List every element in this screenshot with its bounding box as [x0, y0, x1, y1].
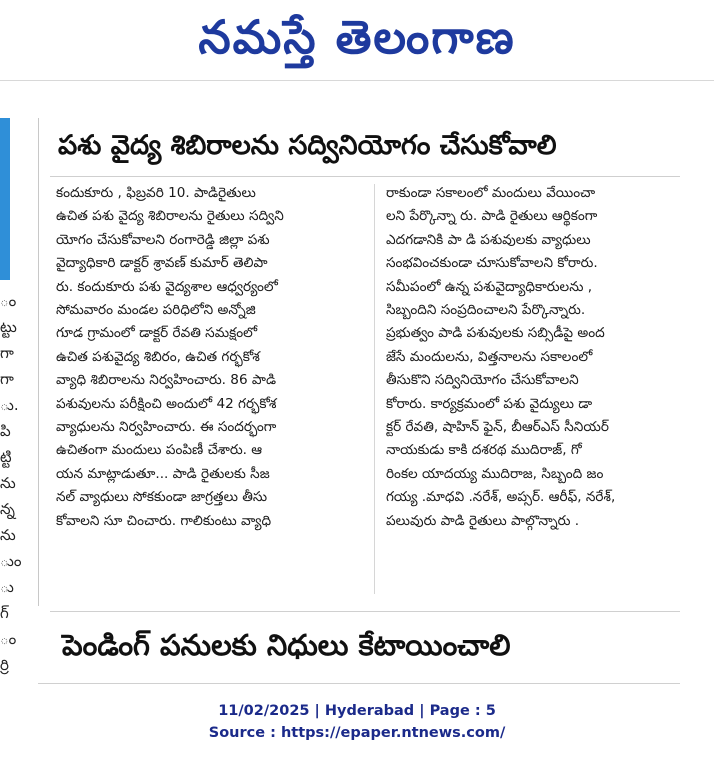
left-blue-strip [0, 118, 10, 280]
adjacent-article-fragment [0, 290, 22, 690]
column-1-line: వైద్యాధికారి డాక్టర్ శ్రావణ్ కుమార్ తెలిపా [56, 255, 268, 272]
column-2-line: గయ్య .మాధవి .నరేశ్, అప్సర్. ఆరీఫ్, నరేశ్, [386, 489, 616, 506]
column-2-line: జేసే మందులను, విత్తనాలను సకాలంలో [386, 348, 593, 365]
column-2-line: ప్రభుత్వం పాడి పశువులకు సబ్సిడీపై అంద [386, 325, 605, 342]
column-1-line: నల్ వ్యాధులు సోకకుండా జాగ్రత్తలు తీసు [56, 489, 268, 506]
column-1-line: యన మాట్లాడుతూ... పాడి రైతులకు సీజ [56, 465, 270, 482]
newspaper-title: నమస్తే తెలంగాణ [198, 10, 516, 64]
column-1-line: రు. కందుకూరు పశు వైద్యశాల ఆధ్వర్యంలో [56, 278, 278, 295]
column-2-line: క్టర్ రేవతి, షాహిన్ ఫైన్, బీఆర్ఎస్ సీనియర్ [386, 419, 609, 436]
column-1-line: ఉచిత పశు వైద్య శిబిరాలను రైతులు సద్విని [56, 208, 284, 225]
column-2-line: లని పేర్కొన్నా రు. పాడి రైతులు ఆర్థికంగా [386, 208, 598, 225]
column-2-line: సిబ్బందిని సంప్రదించాలని పేర్కొన్నారు. [386, 302, 586, 319]
column-2-line: నాయకుడు కాకి దశరథ ముదిరాజ్, గో [386, 442, 582, 459]
left-fragment-text: గా [0, 370, 14, 388]
headline-divider [50, 176, 680, 177]
masthead-divider [0, 80, 714, 81]
column-1-line: వ్యాధి శిబిరాలను నిర్వహించారు. 86 పాడి [56, 372, 276, 389]
left-fragment-text: ుం [0, 552, 22, 570]
subhead-bottom-divider [38, 683, 680, 684]
left-fragment-text: ట్టి [0, 448, 12, 466]
left-fragment-text: ర్రి [0, 656, 9, 674]
subhead-top-divider [50, 611, 680, 612]
column-2-line: తీసుకొని సద్వినియోగం చేసుకోవాలని [386, 372, 579, 389]
column-1-line: కందుకూరు , ఫిబ్రవరి 10. పాడిరైతులు [56, 185, 256, 201]
left-fragment-text: గా [0, 344, 14, 362]
column-1-line: వ్యాధులను నిర్వహించారు. ఈ సందర్భంగా [56, 419, 277, 436]
column-2-line: రాకుండా సకాలంలో మందులు వేయించా [386, 185, 596, 201]
article-column-2 [386, 182, 676, 597]
source-link[interactable]: Source : https://epaper.ntnews.com/ [208, 725, 506, 741]
page-footer [0, 700, 714, 744]
left-fragment-text: ం [0, 292, 17, 310]
left-fragment-text: ు [0, 578, 14, 596]
column-2-line: సమీపంలో ఉన్న పశువైద్యాధికారులను , [386, 278, 593, 295]
next-article-headline: పెండింగ్ పనులకు నిధులు కేటాయించాలి [62, 628, 511, 662]
column-2-line: కోరారు. కార్యక్రమంలో పశు వైద్యులు డా [386, 395, 593, 412]
column-1-line: ఉచిత పశువైద్య శిబిరం, ఉచిత గర్భకోశ [56, 348, 260, 365]
left-fragment-text: న్న [0, 500, 15, 518]
column-divider [374, 184, 375, 594]
column-1-line: కోవాలని సూ చించారు. గాలికుంటు వ్యాధి [56, 512, 272, 529]
left-fragment-text: గ్ [0, 604, 9, 622]
left-fragment-text: ను [0, 526, 16, 544]
left-fragment-text: ు. [0, 396, 19, 414]
edition-info: 11/02/2025 | Hyderabad | Page : 5 [218, 703, 496, 719]
column-2-line: పలువురు పాడి రైతులు పాల్గొన్నారు . [386, 512, 580, 529]
column-1-line: ఉచితంగా మందులు పంపిణీ చేశారు. ఆ [56, 442, 263, 459]
masthead [0, 0, 714, 80]
left-fragment-text: పి [0, 422, 11, 440]
column-1-line: సోమవారం మండల పరిధిలోని అన్నోజి [56, 302, 256, 319]
left-fragment-text: ట్టు [0, 318, 17, 336]
column-1-line: పశువులను పరీక్షించి అందులో 42 గర్భకోశ [56, 395, 277, 412]
column-2-line: ఎదగడానికి పా డి పశువులకు వ్యాధులు [386, 231, 591, 248]
column-1-line: గూడ గ్రామంలో డాక్టర్ రేవతి సమక్షంలో [56, 325, 258, 342]
article-headline: పశు వైద్య శిబిరాలను సద్వినియోగం చేసుకోవాలి [58, 130, 557, 161]
column-2-line: సంభవించకుండా చూసుకోవాలని కోరారు. [386, 255, 598, 272]
column-2-line: రింకల యాదయ్య ముదిరాజ, సిబ్బంది జం [386, 465, 604, 482]
left-fragment-text: ను [0, 474, 16, 492]
column-1-line: యోగం చేసుకోవాలని రంగారెడ్డి జిల్లా పశు [56, 231, 270, 248]
left-fragment-text: ం [0, 630, 17, 648]
article-column-1 [56, 182, 360, 597]
